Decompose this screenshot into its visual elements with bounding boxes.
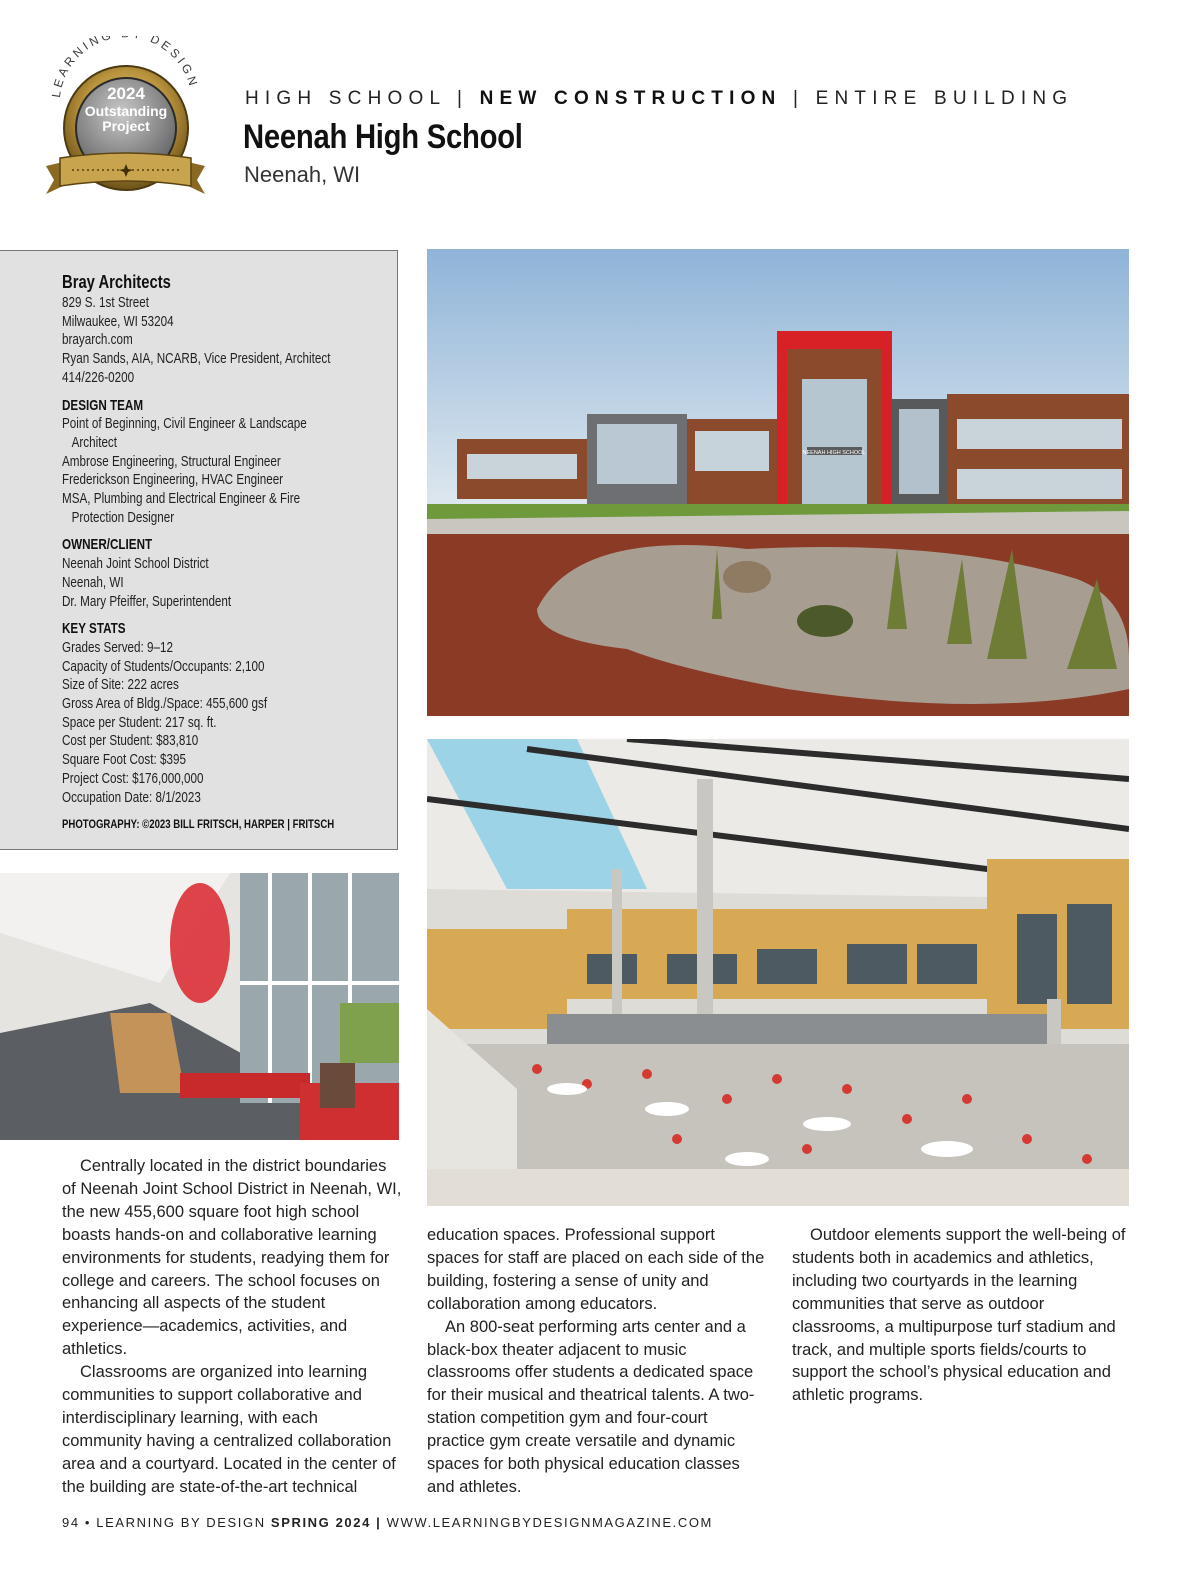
stat-item: Gross Area of Bldg./Space: 455,600 gsf (62, 696, 268, 713)
magazine-url[interactable]: WWW.LEARNINGBYDESIGNMAGAZINE.COM (386, 1515, 713, 1530)
category-level: HIGH SCHOOL (245, 88, 446, 109)
firm-contact: Ryan Sands, AIA, NCARB, Vice President, Architect (62, 351, 331, 368)
issue-name: SPRING 2024 (270, 1515, 371, 1530)
project-title: Neenah High School (243, 118, 523, 156)
category-separator: | (457, 88, 469, 109)
body-column-2 (427, 1224, 767, 1499)
category-scope: ENTIRE BUILDING (815, 88, 1074, 109)
body-paragraph: Outdoor elements support the well-being of students both in academics and athletics, including two courtyards in the learning communities that serve as outdoor classrooms, a multipurpose turf stadium and track, and multiple sports fields/courts to support the school’s physical education and athletic programs. (792, 1226, 1126, 1405)
body-paragraph: An 800-seat performing arts center and a black-box theater adjacent to music classrooms offer students a dedicated space for their musical and theatrical talents. A two-station competition gym and four-court practice gym create versatile and dynamic spaces for both physical education classes and athletes. (427, 1317, 755, 1496)
body-column-1 (62, 1155, 402, 1499)
firm-phone: 414/226-0200 (62, 369, 135, 386)
design-team-list (62, 415, 398, 527)
key-stats-heading: KEY STATS (62, 621, 126, 638)
building-sign: NEENAH HIGH SCHOOL (802, 450, 866, 456)
owner-heading: OWNER/CLIENT (62, 537, 153, 554)
badge-arc-text: LEARNIN DESIGN (48, 36, 202, 99)
hallway-photo (0, 873, 399, 1140)
design-team-heading: DESIGN TEAM (62, 397, 144, 414)
commons-photo (427, 739, 1129, 1206)
address-line: 829 S. 1st Street (62, 295, 149, 311)
stat-item: Capacity of Students/Occupants: 2,100 (62, 658, 265, 675)
design-team-member: Ambrose Engineering, Structural Engineer (62, 453, 281, 470)
page-footer (62, 1515, 713, 1530)
badge-line1: Outstanding (84, 103, 168, 119)
stat-item: Project Cost: $176,000,000 (62, 770, 204, 787)
page-number: 94 (62, 1515, 80, 1530)
stat-item: Square Foot Cost: $395 (62, 752, 186, 769)
body-column-3 (792, 1224, 1132, 1407)
body-paragraph: Centrally located in the district boundaries of Neenah Joint School District in Neenah, WI, the new 455,600 square foot high school boasts hands-on and collaborative learning environments for students, readying them for college and careers. The school focuses on enhancing all aspects of the student experience—academics, activities, and athletics. (62, 1157, 402, 1359)
magazine-name: LEARNING BY DESIGN (96, 1515, 266, 1530)
photo-credit: PHOTOGRAPHY: ©2023 BILL FRITSCH, HARPER | FRITSCH (62, 817, 335, 832)
key-stats-list (62, 639, 398, 807)
body-paragraph: Classrooms are organized into learning communities to support collaborative and interdisciplinary learning, with each community having a centralized collaboration area and a courtyard. Located in the center of the building are state-of-the-art technical (62, 1363, 396, 1496)
stat-item: Grades Served: 9–12 (62, 639, 173, 656)
owner-line: Neenah Joint School District (62, 556, 209, 573)
badge-line2: Project (102, 118, 150, 134)
design-team-member: Point of Beginning, Civil Engineer & Landscape Architect (62, 416, 307, 451)
body-paragraph: education spaces. Professional support spaces for staff are placed on each side of the building, fostering a sense of unity and collaboration among educators. (427, 1226, 765, 1313)
owner-list (62, 555, 398, 611)
stat-item: Space per Student: 217 sq. ft. (62, 714, 217, 731)
firm-website: brayarch.com (62, 332, 133, 349)
firm-name: Bray Architects (62, 271, 171, 292)
footer-divider: | (376, 1515, 382, 1530)
badge-year: 2024 (107, 84, 145, 103)
project-location: Neenah, WI (244, 162, 361, 187)
stat-item: Size of Site: 222 acres (62, 677, 179, 694)
exterior-photo (427, 249, 1129, 716)
category-separator: | (792, 88, 805, 109)
design-team-member: Frederickson Engineering, HVAC Engineer (62, 472, 284, 489)
stat-item: Occupation Date: 8/1/2023 (62, 789, 201, 806)
address-line: Milwaukee, WI 53204 (62, 313, 174, 330)
owner-line: Dr. Mary Pfeiffer, Superintendent (62, 593, 232, 610)
project-info-box (0, 250, 398, 850)
stat-item: Cost per Student: $83,810 (62, 733, 199, 750)
award-badge (38, 36, 213, 206)
project-category (245, 88, 1073, 110)
design-team-member: MSA, Plumbing and Electrical Engineer & Fire Protection Designer (62, 491, 301, 526)
owner-line: Neenah, WI (62, 574, 124, 591)
firm-address (62, 294, 398, 388)
footer-bullet: • (84, 1515, 92, 1530)
category-type: NEW CONSTRUCTION (479, 88, 782, 109)
